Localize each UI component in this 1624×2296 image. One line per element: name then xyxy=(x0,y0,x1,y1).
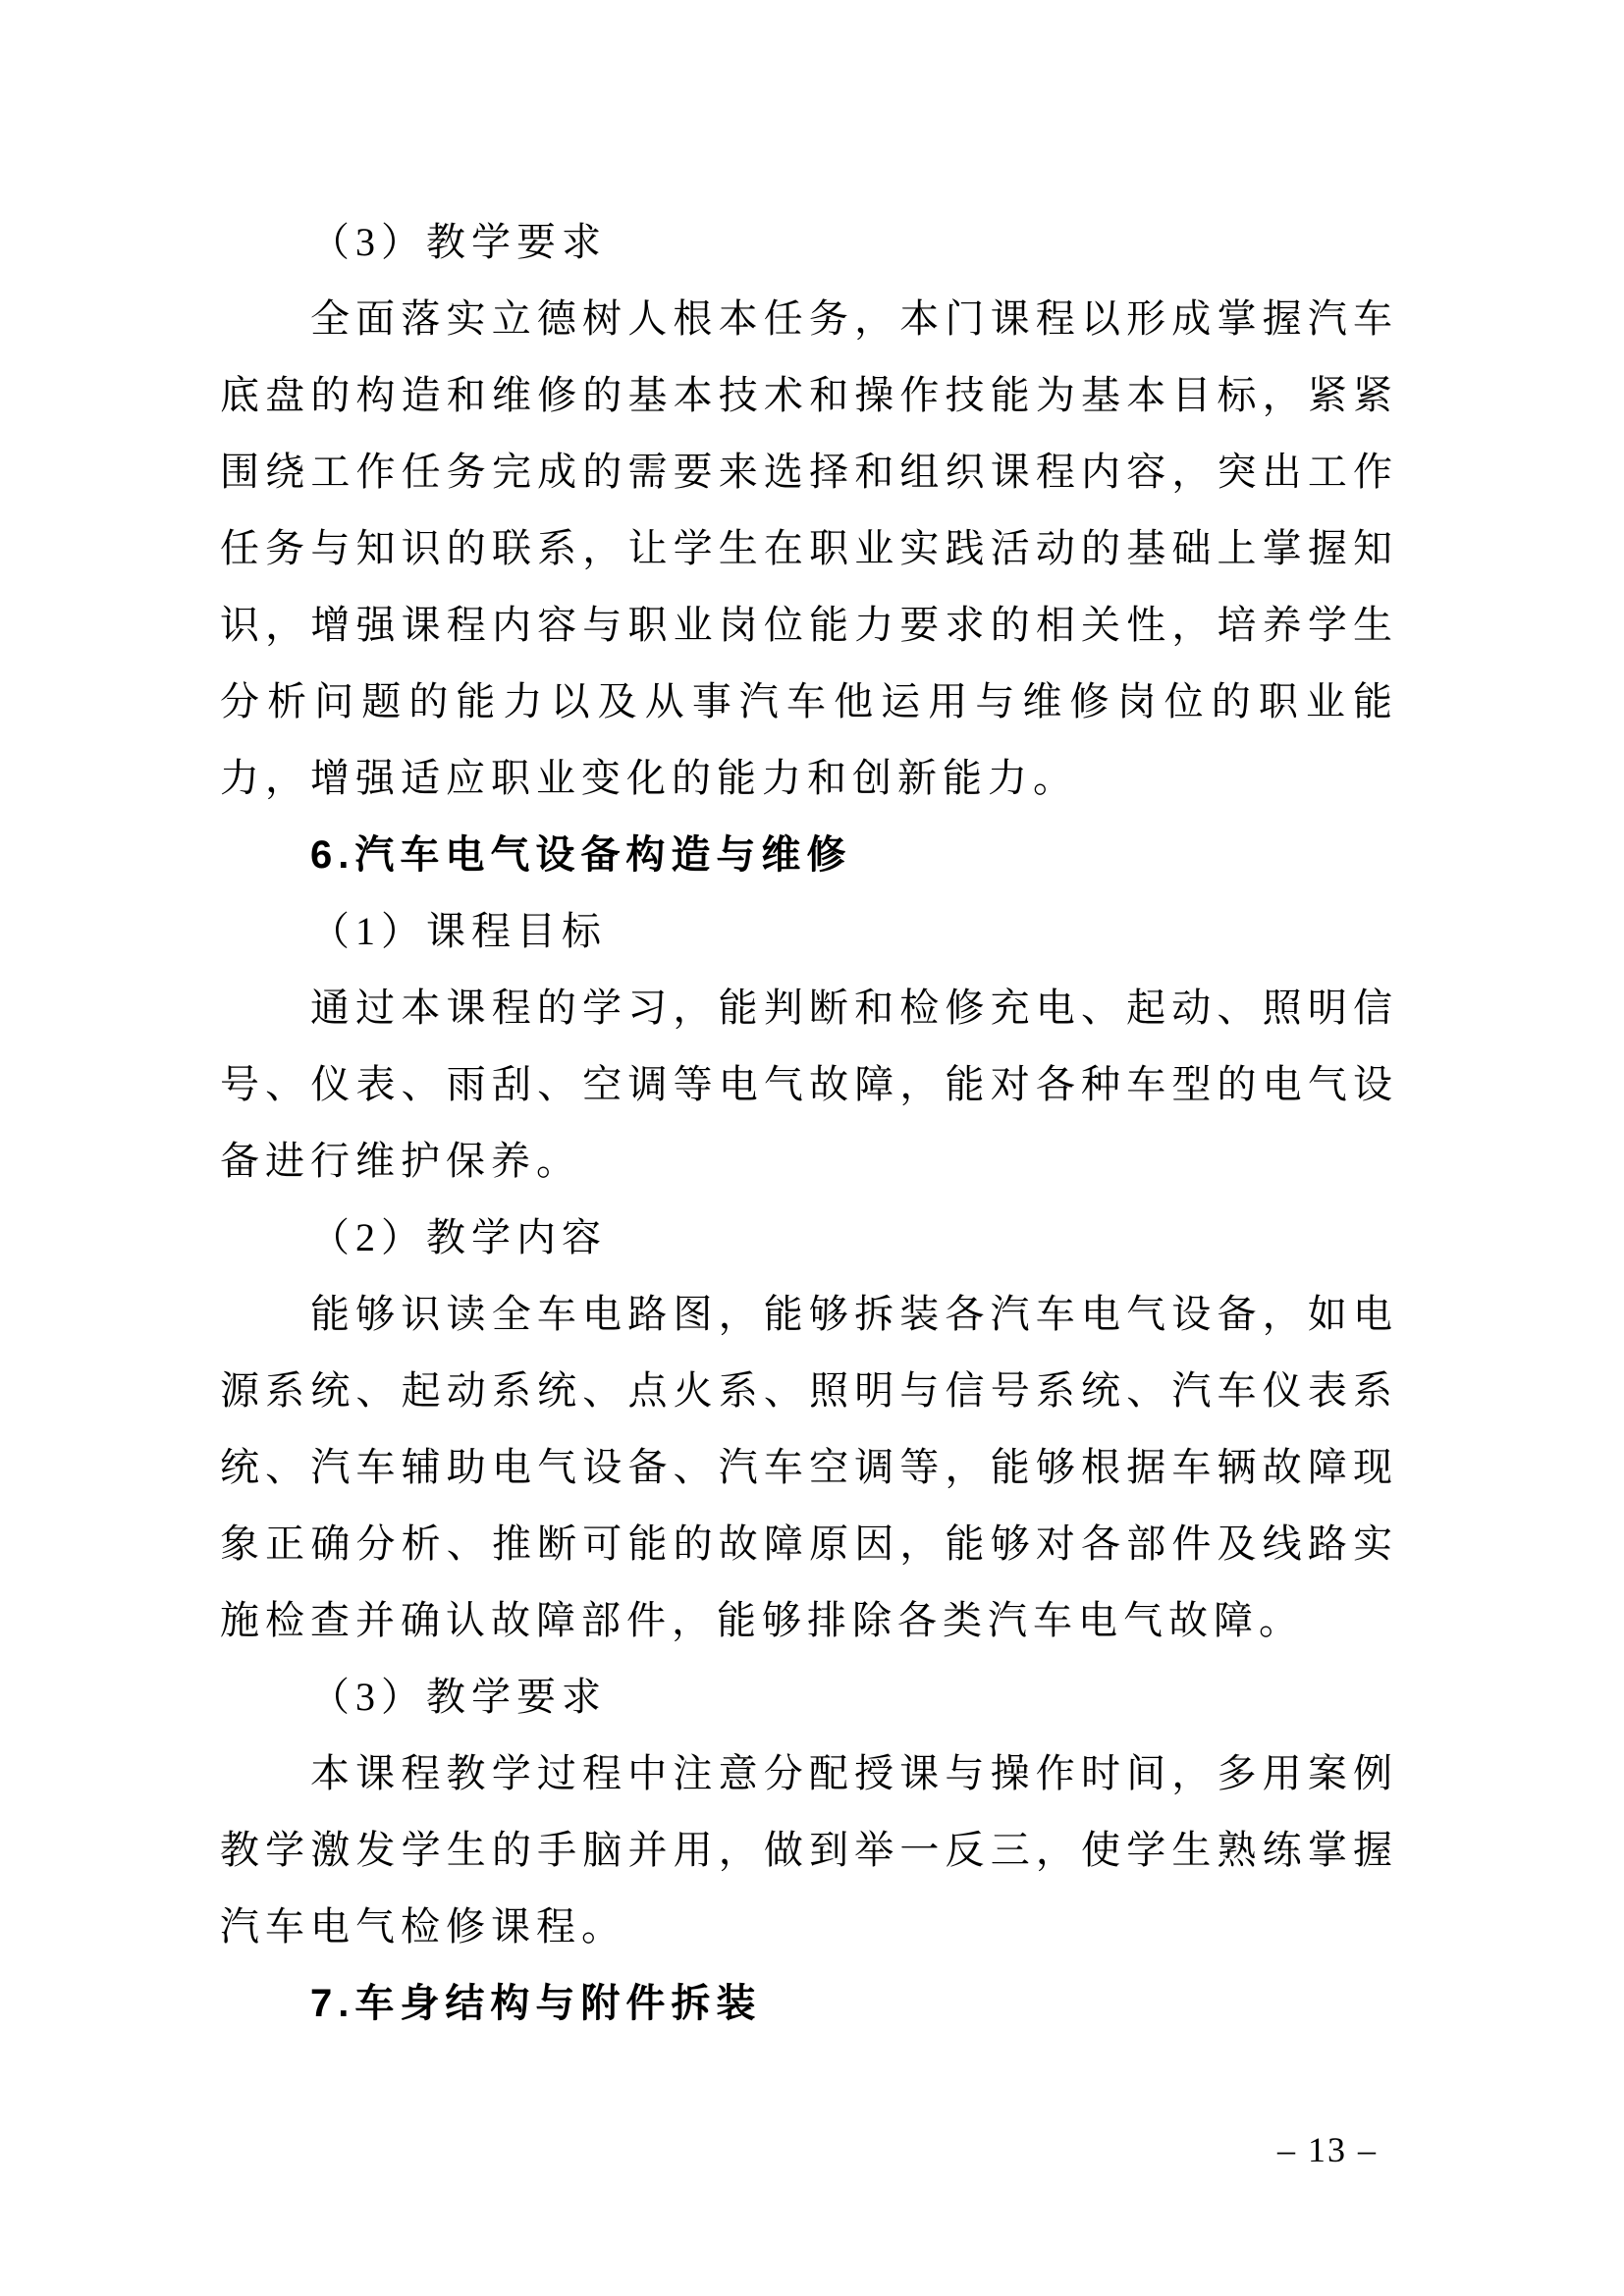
heading-6-electrical-equipment-course: 6.汽车电气设备构造与维修 xyxy=(310,833,852,877)
body-chassis-teaching-requirements: 全面落实立德树人根本任务，本门课程以形成掌握汽车底盘的构造和维修的基本技术和操作技能为基本目标，紧紧围绕工作任务完成的需要来选择和组织课程内容，突出工作任务与知识的联系，让学生在职业实践活动的基础上掌握知识，增强课程内容与职业岗位能力要求的相关性，培养学生分析问题的能力以及从事汽车他运用与维修岗位的职业能力，增强适应职业变化的能力和创新能力。 xyxy=(220,296,1398,800)
heading-7-body-structure-course: 7.车身结构与附件拆装 xyxy=(310,1982,762,2025)
body-teaching-content: 能够识读全车电路图，能够拆装各汽车电气设备，如电源系统、起动系统、点火系、照明与信号系统、汽车仪表系统、汽车辅助电气设备、汽车空调等，能够根据车辆故障现象正确分析、推断可能的故障原因，能够对各部件及线路实施检查并确认故障部件，能够排除各类汽车电气故障。 xyxy=(220,1292,1398,1642)
subheading-3-teaching-requirements-2: （3）教学要求 xyxy=(310,1675,607,1719)
body-course-objectives: 通过本课程的学习，能判断和检修充电、起动、照明信号、仪表、雨刮、空调等电气故障，能对各种车型的电气设备进行维护保养。 xyxy=(220,986,1398,1183)
subheading-1-course-objectives: （1）课程目标 xyxy=(310,909,607,953)
page-number: – 13 – xyxy=(1277,2130,1378,2169)
subheading-2-teaching-content: （2）教学内容 xyxy=(310,1215,607,1259)
body-teaching-requirements: 本课程教学过程中注意分配授课与操作时间，多用案例教学激发学生的手脑并用，做到举一反三，使学生熟练掌握汽车电气检修课程。 xyxy=(220,1751,1398,1949)
subheading-3-teaching-requirements: （3）教学要求 xyxy=(310,220,607,264)
document-body xyxy=(220,204,1398,2042)
